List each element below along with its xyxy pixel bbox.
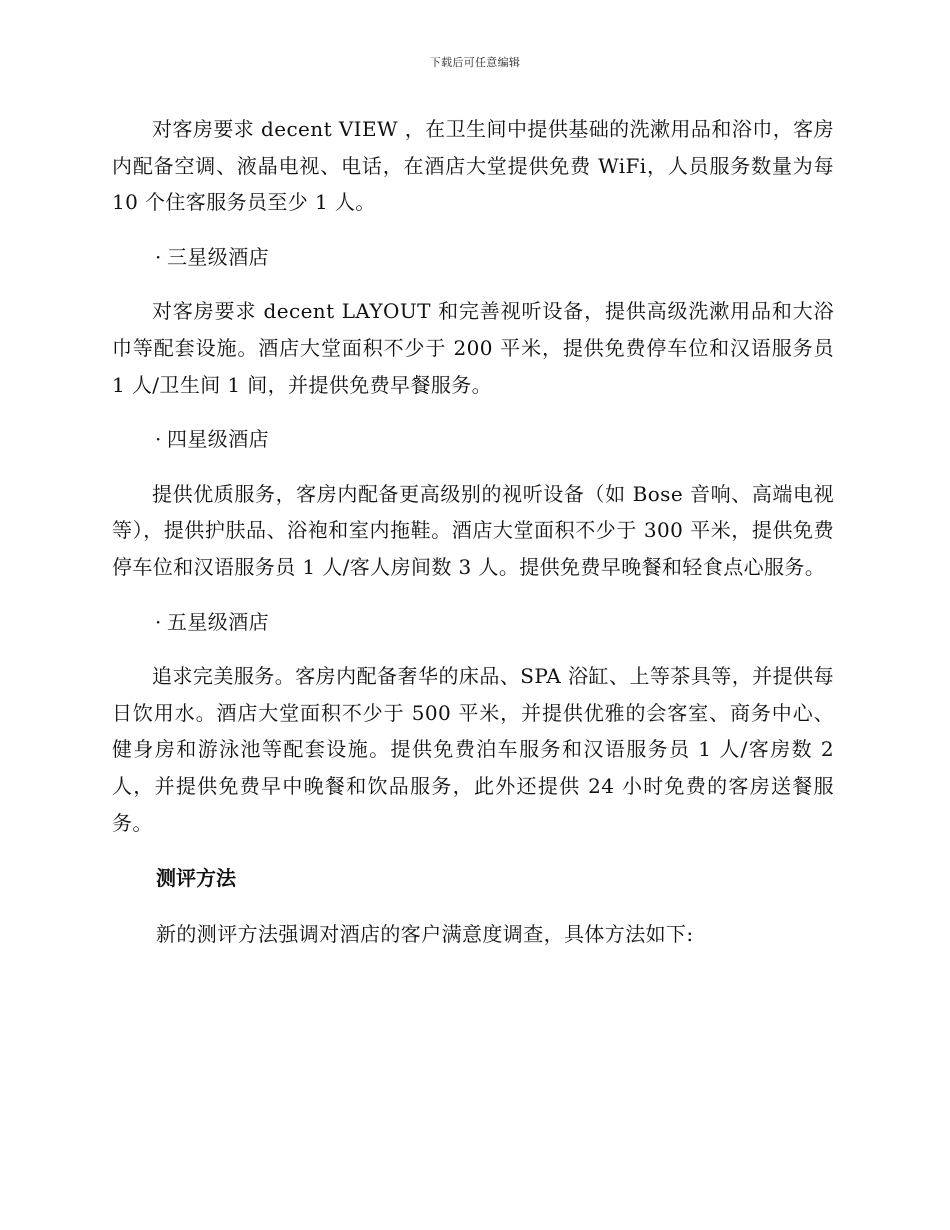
spacer	[112, 640, 834, 658]
page-header: 下载后可任意编辑	[429, 56, 521, 69]
spacer	[112, 586, 834, 604]
bullet-three-star	[112, 239, 834, 276]
paragraph-two-star: 对客房要求 decent VIEW ，在卫生间中提供基础的洗漱用品和浴巾，客房内配备空调、液晶电视、电话，在酒店大堂提供免费 WiFi，人员服务数量为每 10 个住客服务员至少 1 人。	[112, 117, 834, 215]
paragraph-four-star: 提供优质服务，客房内配备更高级别的视听设备（如 Bose 音响、高端电视等），提供护肤品、浴袍和室内拖鞋。酒店大堂面积不少于 300 平米，提供免费停车位和汉语服务员 1 人/客人房间数 3 人。提供免费早晚餐和轻食点心服务。	[112, 481, 834, 579]
bullet-label: 五星级酒店	[167, 609, 269, 634]
spacer	[112, 841, 834, 860]
spacer	[112, 221, 834, 239]
bullet-dot-icon: ·	[155, 427, 162, 452]
bullet-label: 四星级酒店	[167, 427, 269, 452]
bullet-dot-icon: ·	[155, 609, 162, 634]
bullet-five-star	[112, 604, 834, 641]
paragraph-five-star: 追求完美服务。客房内配备奢华的床品、SPA 浴缸、上等茶具等，并提供每日饮用水。酒店大堂面积不少于 500 平米，并提供优雅的会客室、商务中心、健身房和游泳池等配套设施。提供免费泊车服务和汉语服务员 1 人/客房数 2 人，并提供免费早中晚餐和饮品服务，此外还提供 24 小时免费的客房送餐服务。	[112, 664, 834, 835]
section-title: 测评方法	[156, 866, 236, 891]
paragraph-three-star: 对客房要求 decent LAYOUT 和完善视听设备，提供高级洗漱用品和大浴巾等配套设施。酒店大堂面积不少于 200 平米，提供免费停车位和汉语服务员 1 人/卫生间 1 间，并提供免费早餐服务。	[112, 299, 834, 397]
spacer	[112, 897, 834, 916]
spacer	[112, 458, 834, 476]
bullet-four-star	[112, 421, 834, 458]
spacer	[112, 275, 834, 293]
bullet-dot-icon: ·	[155, 244, 162, 269]
bullet-label: 三星级酒店	[167, 244, 269, 269]
paragraph-method: 新的测评方法强调对酒店的客户满意度调查，具体方法如下:	[156, 921, 694, 946]
spacer	[112, 403, 834, 421]
document-body	[112, 111, 834, 952]
